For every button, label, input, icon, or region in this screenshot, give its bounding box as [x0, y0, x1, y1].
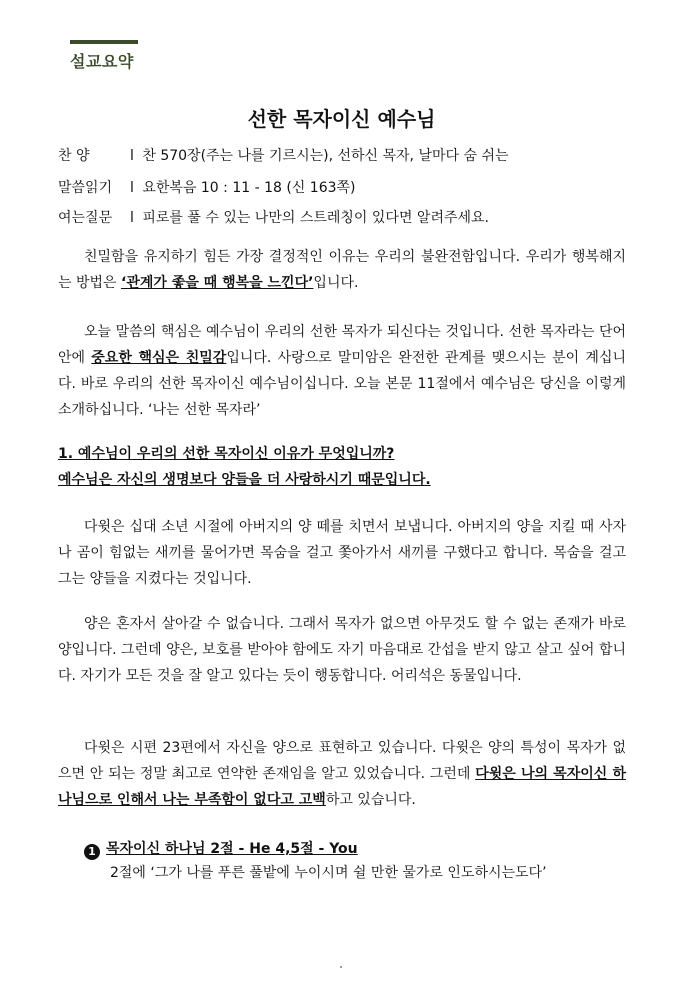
section-answer: 예수님은 자신의 생명보다 양들을 더 사랑하시기 때문입니다.: [58, 472, 431, 488]
info-value: 요한복음 10 : 11 - 18 (신 163쪽): [142, 180, 356, 196]
highlighted-phrase: 다윗은 나의 목자이신 하나님으로 인해서 나는 부족함이 없다고 고백: [58, 766, 626, 808]
document-tag: 설교요약: [70, 52, 134, 71]
point-heading-text: 목자이신 하나님 2절 - He 4,5절 - You: [106, 841, 358, 857]
info-value: 피로를 풀 수 있는 나만의 스트레칭이 있다면 알려주세요.: [142, 210, 489, 226]
info-key: 말씀읽기: [58, 180, 113, 196]
info-row-question: [58, 207, 489, 227]
info-key: 여는질문: [58, 210, 113, 226]
point-heading: [84, 838, 358, 860]
paragraph-text: 친밀함을 유지하기 힘든 가장 결정적인 이유는 우리의 불완전함입니다. 우리가 행복해지는 방법은: [58, 249, 626, 291]
info-separator: l: [130, 210, 134, 226]
info-separator: l: [130, 148, 134, 164]
paragraph-text: 입니다. 사랑으로 말미암은 완전한 관계를 맺으시는 분이 계십니다. 바로 우리의 선한 목자이신 예수님이십니다. 오늘 본문 11절에서 예수님은 당신을 이렇게 소개하십니다. ‘나는 선한 목자라’: [58, 350, 626, 418]
paragraph-david-shepherd: 다윗은 십대 소년 시절에 아버지의 양 떼를 치면서 보냅니다. 아버지의 양을 지킬 때 사자나 곰이 힘없는 새끼를 물어가면 목숨을 걸고 쫓아가서 새끼를 구했다고 합니다. 목숨을 걸고 그는 양들을 지켰다는 것입니다.: [58, 519, 627, 587]
info-row-reading: [58, 177, 356, 197]
info-key: 찬 양: [58, 148, 90, 164]
paragraph-key-point: [58, 319, 626, 423]
highlighted-phrase: 중요한 핵심은 친밀감: [91, 350, 227, 366]
page-mark: [340, 966, 342, 968]
paragraph-psalm-23: [58, 735, 626, 813]
paragraph-text: 다윗은 시편 23편에서 자신을 양으로 표현하고 있습니다. 다윗은 양의 특성이 목자가 없으면 안 되는 정말 최고로 연약한 존재임을 알고 있었습니다. 그런데: [58, 740, 626, 782]
scripture-quote: 2절에 ‘그가 나를 푸른 풀밭에 누이시며 쉴 만한 물가로 인도하시는도다’: [110, 865, 547, 881]
paragraph-text: 오늘 말씀의 핵심은 예수님이 우리의 선한 목자가 되신다는 것입니다. 선한 목자라는 단어 안에: [58, 324, 626, 366]
section-question: 1. 예수님이 우리의 선한 목자이신 이유가 무엇입니까?: [58, 446, 395, 462]
page-title: 선한 목자이신 예수님: [247, 107, 436, 131]
info-separator: l: [130, 180, 134, 196]
paragraph-intimacy: [58, 244, 626, 296]
paragraph-text: 하고 있습니다.: [325, 792, 416, 808]
paragraph-sheep-nature: 양은 혼자서 살아갈 수 없습니다. 그래서 목자가 없으면 아무것도 할 수 없는 존재가 바로 양입니다. 그런데 양은, 보호를 받아야 함에도 자기 마음대로 간섭을 받지 않고 살고 싶어 합니다. 자기가 모든 것을 잘 알고 있다는 듯이 행동합니다. 어리석은 동물입니다.: [58, 616, 627, 684]
header-accent-bar: [70, 40, 138, 44]
number-circle-icon: 1: [84, 844, 100, 860]
paragraph-text: 입니다.: [313, 275, 359, 291]
info-value: 찬 570장(주는 나를 기르시는), 선하신 목자, 날마다 숨 쉬는: [142, 148, 509, 164]
info-row-hymn: [58, 145, 509, 165]
highlighted-phrase: ‘관계가 좋을 때 행복을 느낀다’: [121, 275, 314, 291]
